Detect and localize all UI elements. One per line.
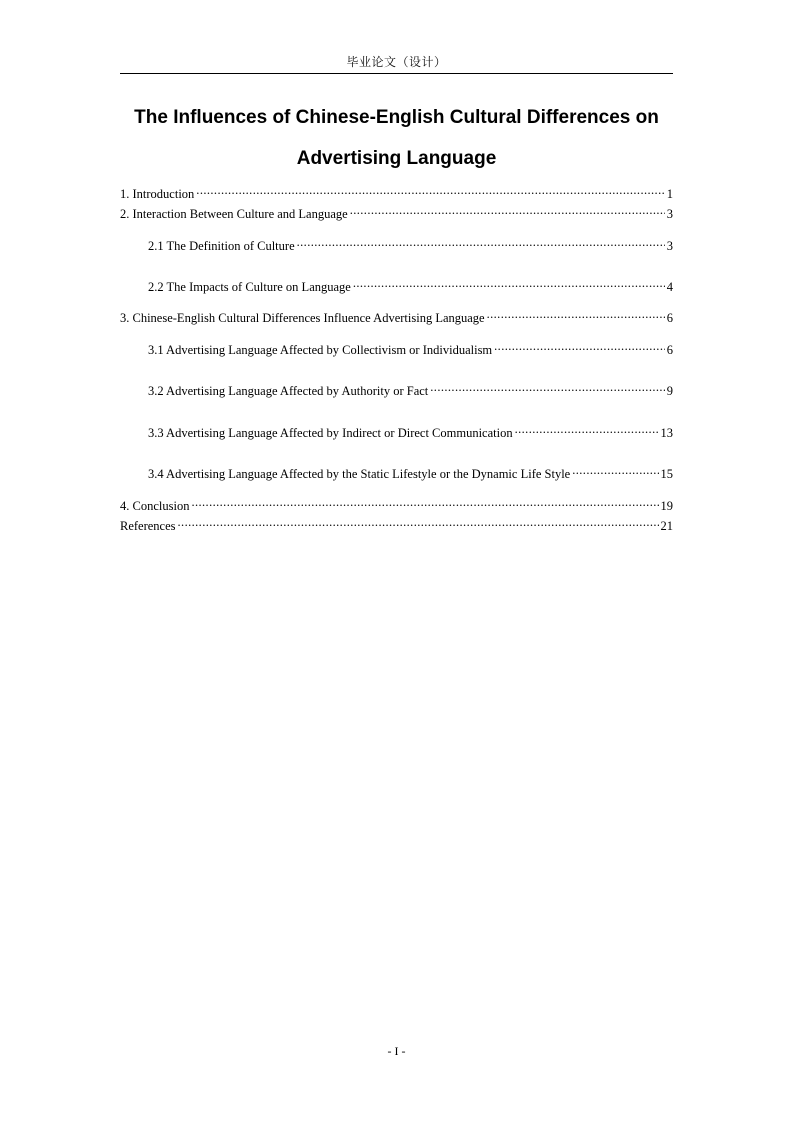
toc-leader (487, 306, 665, 322)
toc-label: 2.2 The Impacts of Culture on Language (148, 280, 351, 294)
toc-leader (430, 379, 664, 395)
toc-leader (353, 275, 665, 291)
toc-label: 3. Chinese-English Cultural Differences Influence Advertising Language (120, 311, 485, 325)
toc-page-number: 3 (666, 239, 673, 253)
document-title-line-1: The Influences of Chinese-English Cultural Differences on (134, 107, 659, 128)
toc-leader (572, 462, 658, 478)
toc-label: 3.3 Advertising Language Affected by Indirect or Direct Communication (148, 426, 513, 440)
toc-label: 3.4 Advertising Language Affected by the Static Lifestyle or the Dynamic Life Style (148, 467, 571, 481)
toc-entry-lifestyle[interactable] (148, 462, 673, 482)
toc-label: 4. Conclusion (120, 499, 190, 513)
toc-entry-references[interactable] (120, 514, 673, 534)
toc-page-number: 6 (666, 343, 673, 357)
toc-entry-communication[interactable] (148, 421, 673, 441)
page-number: - I - (387, 1044, 406, 1058)
toc-entry-collectivism[interactable] (148, 338, 673, 358)
toc-leader (494, 338, 665, 354)
toc-entry-conclusion[interactable] (120, 494, 673, 514)
toc-label: 3.2 Advertising Language Affected by Authority or Fact (148, 384, 429, 398)
toc-label: References (120, 519, 176, 533)
toc-page-number: 13 (660, 426, 673, 440)
toc-entry-interaction[interactable] (120, 202, 673, 222)
toc-label: 2. Interaction Between Culture and Language (120, 207, 348, 221)
toc-entry-authority[interactable] (148, 379, 673, 399)
toc-leader (191, 494, 658, 510)
toc-label: 3.1 Advertising Language Affected by Collectivism or Individualism (148, 343, 493, 357)
page-header: 毕业论文（设计） (346, 55, 447, 69)
toc-entry-definition-of-culture[interactable] (148, 234, 673, 254)
toc-entry-introduction[interactable] (120, 182, 673, 202)
toc-leader (178, 514, 659, 530)
toc-label: 1. Introduction (120, 187, 195, 201)
toc-leader (515, 421, 659, 437)
toc-page-number: 6 (666, 311, 673, 325)
toc-leader (196, 182, 664, 198)
toc-page-number: 3 (666, 207, 673, 221)
toc-page-number: 4 (666, 280, 673, 294)
toc-label: 2.1 The Definition of Culture (148, 239, 295, 253)
toc-page-number: 21 (660, 519, 673, 533)
toc-page-number: 15 (660, 467, 673, 481)
toc-entry-impacts-of-culture[interactable] (148, 275, 673, 295)
toc-entry-cultural-differences[interactable] (120, 306, 673, 326)
toc-leader (297, 234, 665, 250)
document-title-line-2: Advertising Language (296, 148, 497, 169)
toc-page-number: 9 (666, 384, 673, 398)
toc-page-number: 19 (660, 499, 673, 513)
toc-leader (350, 202, 665, 218)
toc-page-number: 1 (666, 187, 673, 201)
